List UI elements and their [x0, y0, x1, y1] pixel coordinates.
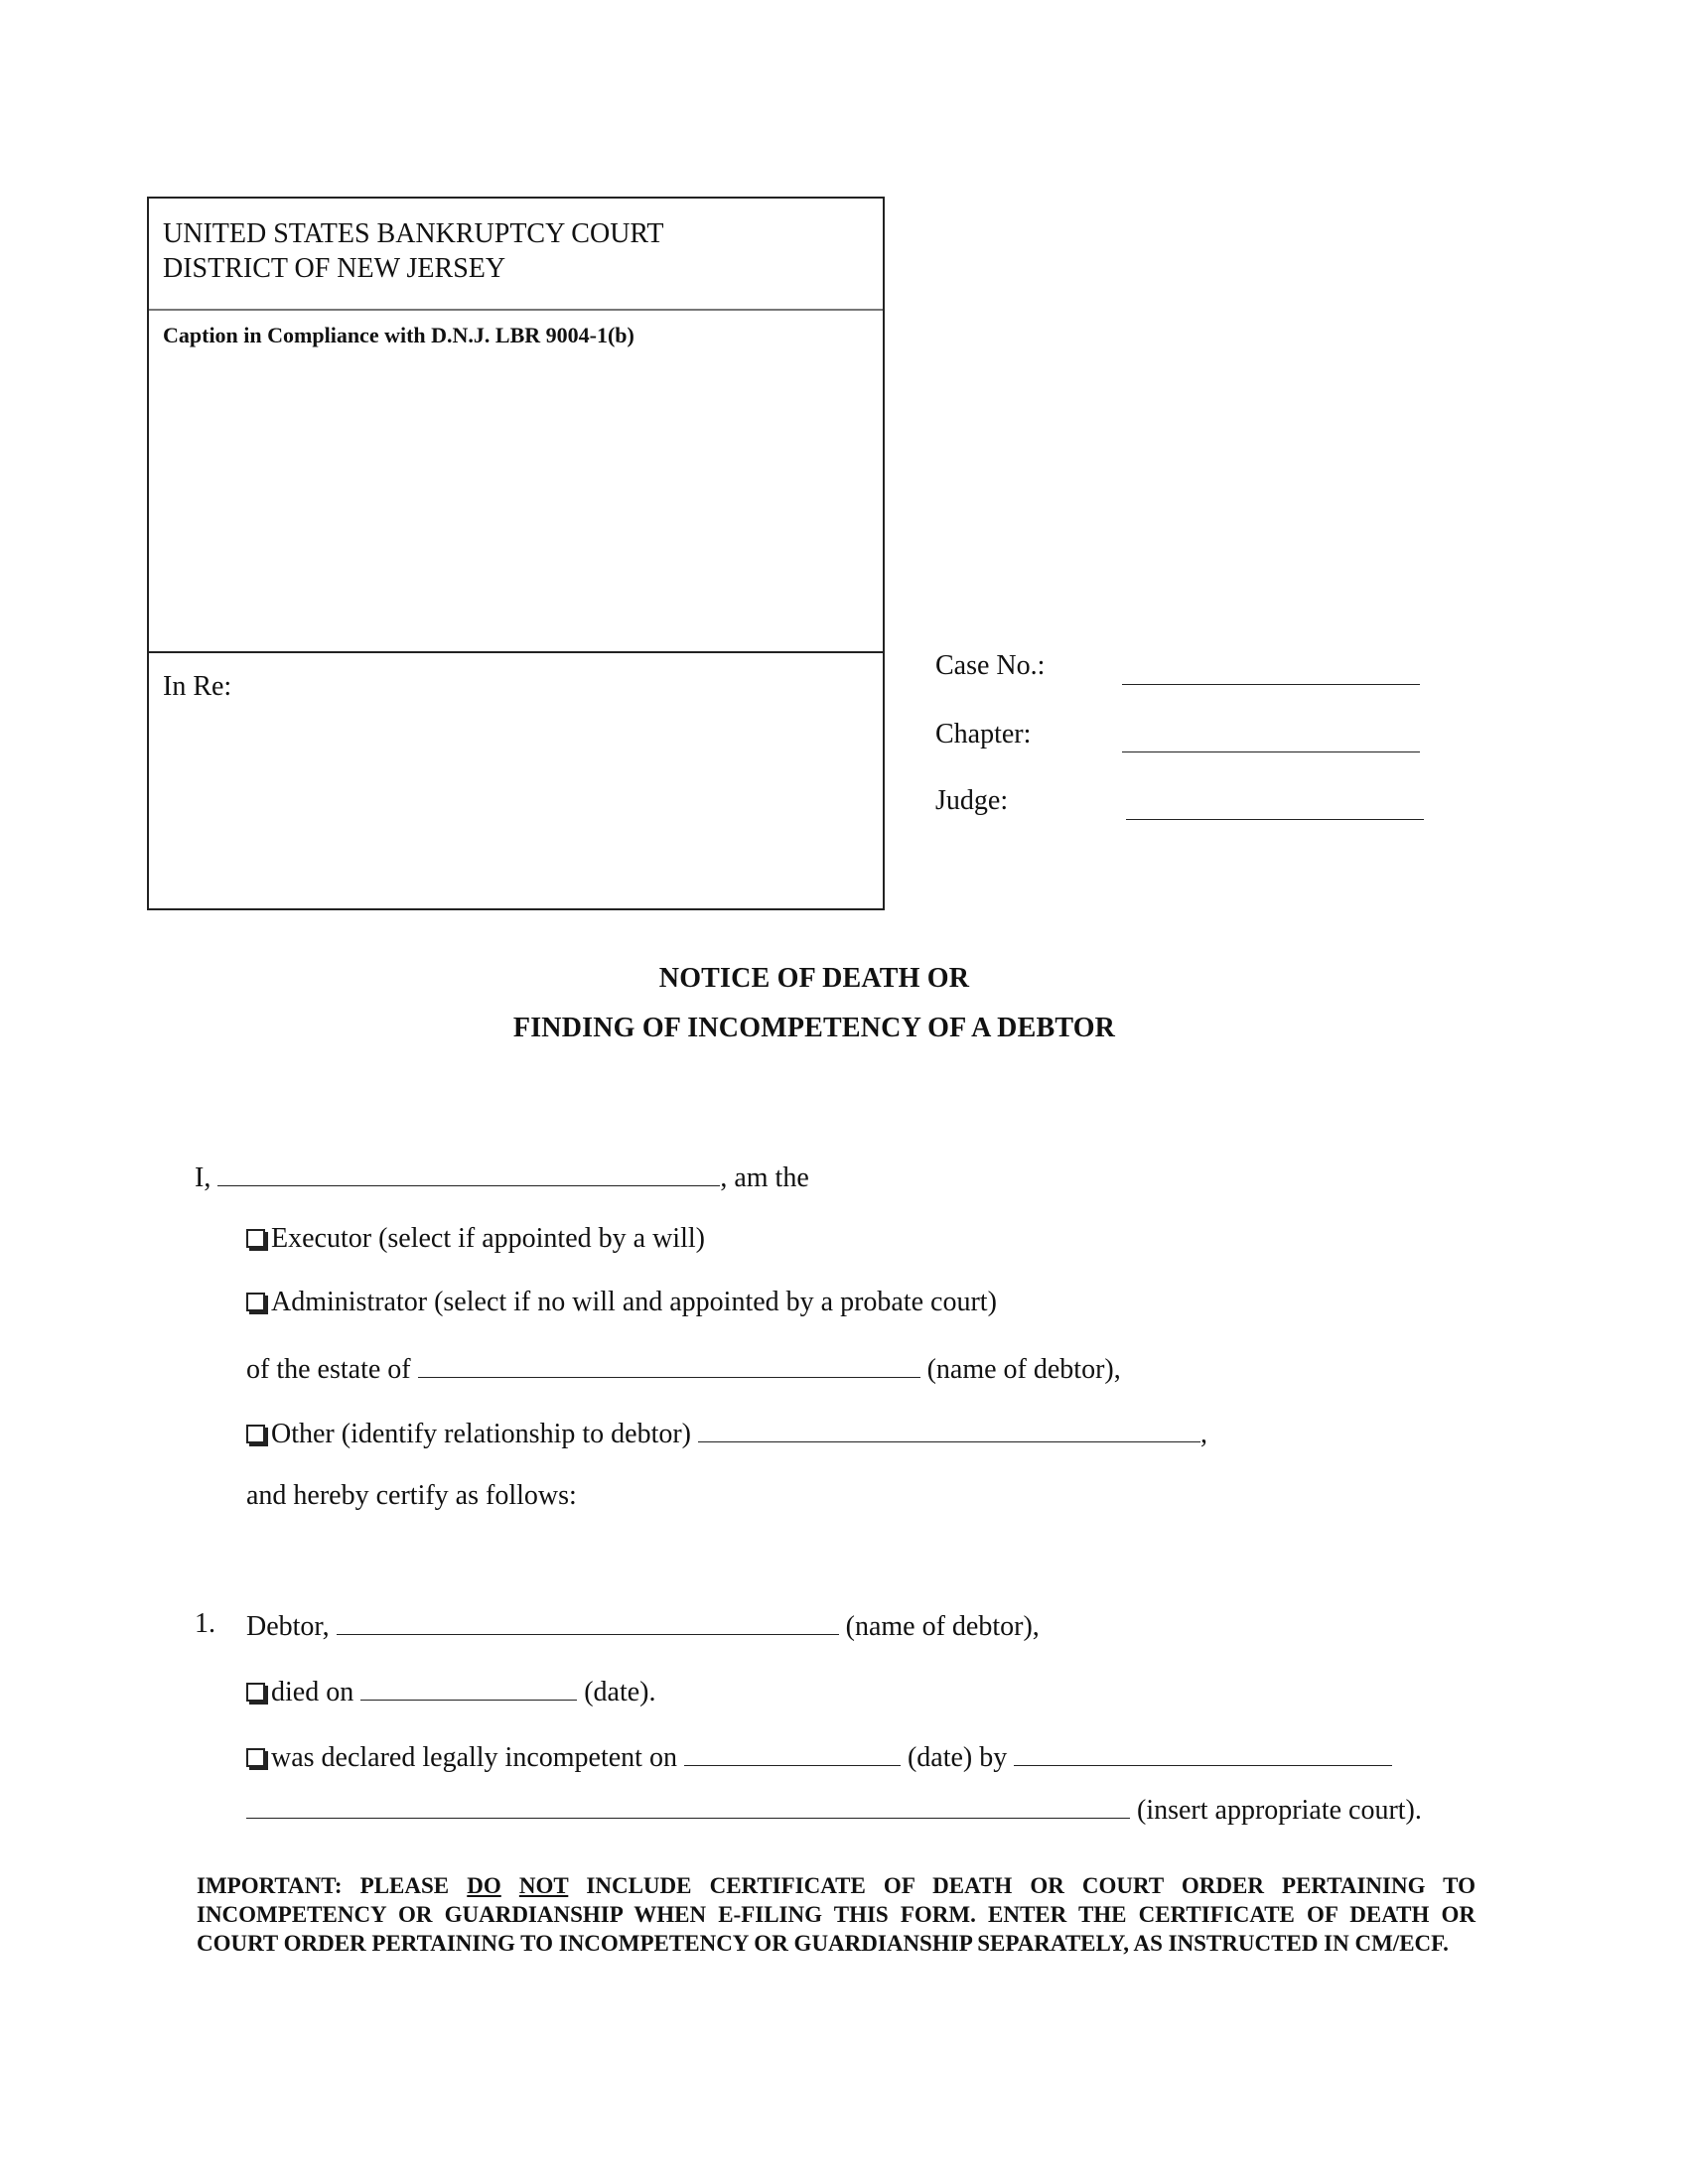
- appropriate-court-field[interactable]: [246, 1792, 1130, 1819]
- caption-divider: [149, 651, 883, 653]
- court-line-2: DISTRICT OF NEW JERSEY: [163, 253, 506, 284]
- estate-debtor-field[interactable]: [418, 1351, 920, 1378]
- court-by-field[interactable]: [1014, 1739, 1392, 1766]
- executor-checkbox[interactable]: [246, 1229, 265, 1248]
- other-checkbox[interactable]: [246, 1425, 265, 1443]
- administrator-checkbox[interactable]: [246, 1293, 265, 1311]
- court-line: [246, 1792, 1422, 1827]
- died-checkbox[interactable]: [246, 1683, 265, 1702]
- do-underlined: DO: [467, 1873, 501, 1898]
- important-notice: IMPORTANT: PLEASE DO NOT INCLUDE CERTIFICATE OF DEATH OR COURT ORDER PERTAINING TO INCOMPETENCY OR GUARDIANSHIP WHEN E-FILING THIS FORM. ENTER THE CERTIFICATE OF DEATH OR COURT ORDER PERTAINING TO INCOMPETENCY OR GUARDIANSHIP SEPARATELY, AS INSTRUCTED IN CM/ECF.: [197, 1873, 1476, 1956]
- died-date-label: (date).: [584, 1677, 656, 1707]
- other-suffix: ,: [1200, 1419, 1207, 1449]
- debtor-prefix: Debtor,: [246, 1611, 330, 1642]
- estate-prefix: of the estate of: [246, 1354, 411, 1385]
- debtor-suffix: (name of debtor),: [845, 1611, 1040, 1642]
- died-on-label: died on: [271, 1677, 354, 1707]
- other-relationship-field[interactable]: [698, 1416, 1200, 1442]
- in-re-label: In Re:: [163, 671, 232, 702]
- judge-field[interactable]: [1126, 793, 1424, 820]
- title-line-2: FINDING OF INCOMPETENCY OF A DEBTOR: [512, 1013, 1116, 1043]
- estate-suffix: (name of debtor),: [926, 1354, 1121, 1385]
- case-no-field[interactable]: [1122, 658, 1420, 685]
- case-no-label: Case No.:: [935, 650, 1046, 681]
- am-the-text: , am the: [720, 1162, 809, 1193]
- i-prefix: I,: [195, 1162, 211, 1193]
- incompetent-checkbox[interactable]: [246, 1748, 265, 1767]
- declarant-name-field[interactable]: [217, 1160, 720, 1186]
- caption-note: Caption in Compliance with D.N.J. LBR 9004-1(b): [163, 323, 634, 347]
- incompetent-option[interactable]: [246, 1739, 1392, 1774]
- judge-label: Judge:: [935, 785, 1009, 816]
- date-by-label: (date) by: [907, 1742, 1008, 1773]
- court-line-1: UNITED STATES BANKRUPTCY COURT: [163, 218, 664, 249]
- item-1-number: 1.: [195, 1608, 215, 1639]
- chapter-field[interactable]: [1122, 726, 1420, 752]
- estate-line: [246, 1351, 1121, 1386]
- died-option[interactable]: [246, 1674, 656, 1708]
- caption-box: [147, 197, 885, 910]
- incompetency-date-field[interactable]: [684, 1739, 901, 1766]
- other-label: Other (identify relationship to debtor): [271, 1419, 691, 1449]
- debtor-name-field[interactable]: [337, 1608, 839, 1635]
- court-name: [163, 216, 664, 286]
- administrator-option[interactable]: [246, 1287, 997, 1318]
- administrator-label: Administrator (select if no will and appointed by a probate court): [271, 1287, 997, 1317]
- declared-label: was declared legally incompetent on: [271, 1742, 677, 1773]
- certify-text: and hereby certify as follows:: [246, 1480, 577, 1511]
- chapter-label: Chapter:: [935, 719, 1032, 750]
- executor-label: Executor (select if appointed by a will): [271, 1223, 705, 1254]
- not-underlined: NOT: [518, 1873, 569, 1898]
- other-option[interactable]: [246, 1416, 1207, 1450]
- court-header: [149, 199, 883, 311]
- declarant-line: [195, 1160, 809, 1194]
- executor-option[interactable]: [246, 1223, 705, 1255]
- title-line-1: NOTICE OF DEATH OR: [658, 963, 970, 994]
- death-date-field[interactable]: [360, 1674, 577, 1701]
- court-suffix: (insert appropriate court).: [1137, 1795, 1422, 1826]
- debtor-line: [246, 1608, 1040, 1643]
